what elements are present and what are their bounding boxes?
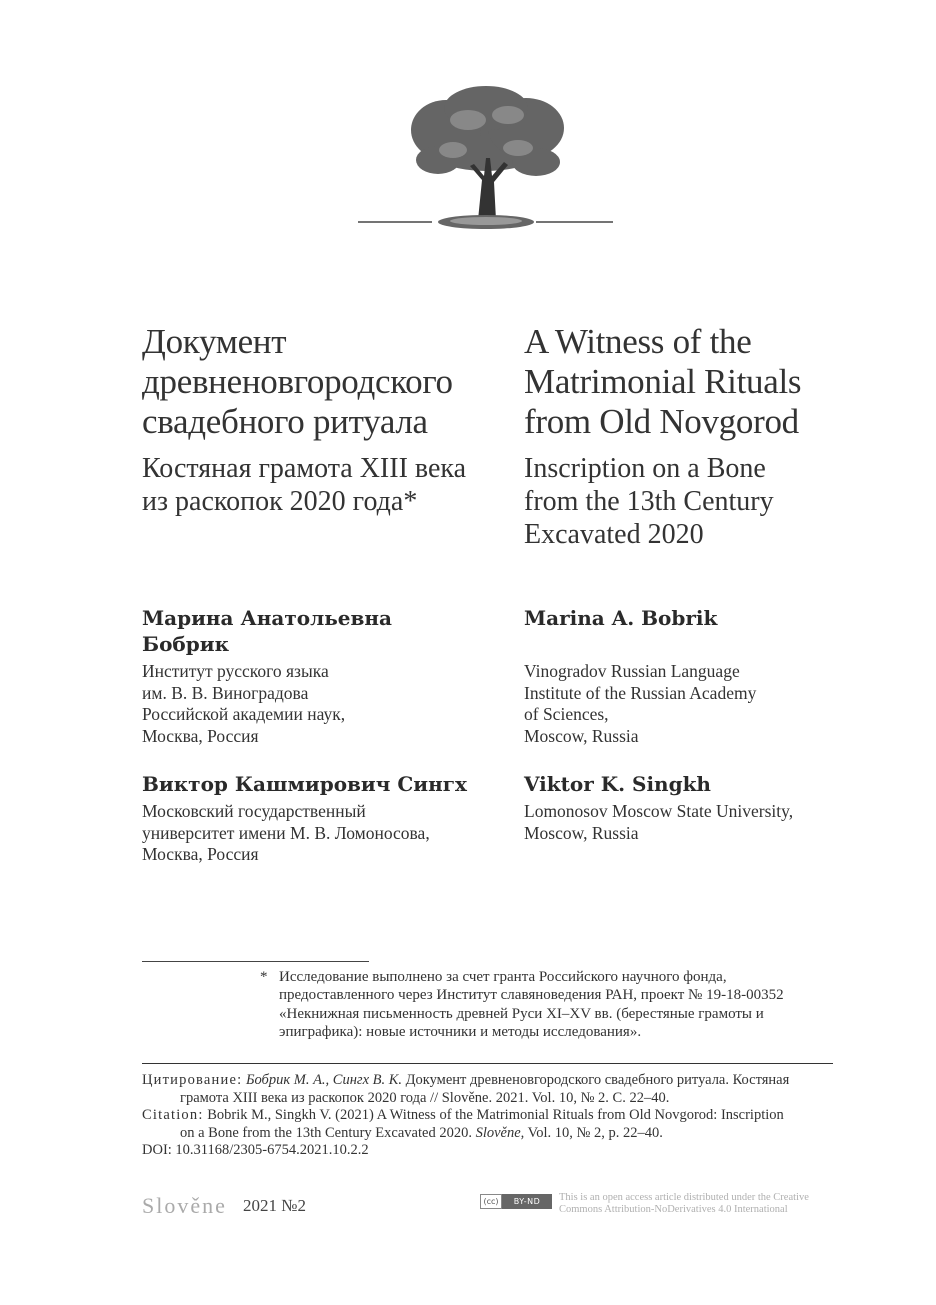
author-affiliation (524, 801, 894, 844)
affiliation-line: Institute of the Russian Academy (524, 682, 757, 703)
affiliation-line: Институт русского языка (142, 661, 329, 681)
author-name-line: Бобрик (142, 632, 230, 656)
footnote-mark: * (260, 969, 268, 985)
doi: DOI: 10.31168/2305-6754.2021.10.2.2 (142, 1142, 369, 1158)
subtitle-line: Excavated 2020 (524, 519, 704, 550)
subtitle-line: from the 13th Century (524, 486, 774, 517)
affiliation-line: of Sciences, (524, 704, 609, 724)
title-en (524, 322, 894, 442)
author-ru-1 (142, 605, 512, 747)
author-affiliation (142, 661, 512, 747)
journal-name: Slověne (142, 1193, 227, 1218)
citation-en-title: on a Bone from the 13th Century Excavated 2020. (180, 1124, 472, 1141)
citation-en-label: Citation: (142, 1107, 204, 1123)
footnote-line: предоставленного через Институт славяноведения РАН, проект № 19-18-00352 (279, 987, 784, 1004)
citation-ru-label: Цитирование: (142, 1072, 243, 1088)
tree-icon (358, 80, 614, 242)
title-line: древненовгородского (142, 362, 453, 401)
citation-en (142, 1107, 842, 1125)
title-ru (142, 322, 512, 442)
by-nd-label: BY-ND (502, 1194, 552, 1209)
title-line: Документ (142, 322, 287, 361)
subtitle-line: Костяная грамота XIII века (142, 453, 466, 484)
citation-en-cont (142, 1125, 842, 1143)
citation-en-text: Bobrik M., Singkh V. (2021) A Witness of the Matrimonial Rituals from Old Novgorod: Inscription (207, 1107, 784, 1123)
author-name: Viktor K. Singkh (524, 772, 711, 796)
affiliation-line: Moscow, Russia (524, 822, 639, 843)
title-line: from Old Novgorod (524, 402, 799, 441)
citation-ru-cont: грамота XIII века из раскопок 2020 года // Slověne. 2021. Vol. 10, № 2. С. 22–40. (180, 1089, 670, 1106)
affiliation-line: Московский государственный (142, 801, 366, 821)
affiliation-line: Российской академии наук, (142, 704, 346, 724)
author-name: Виктор Кашмирович Сингх (142, 772, 467, 796)
author-en-2 (524, 771, 894, 844)
author-name-line: Марина Анатольевна (142, 606, 392, 630)
affiliation-line: Москва, Россия (142, 844, 259, 864)
license-text (559, 1192, 849, 1216)
author-affiliation (524, 661, 894, 747)
title-line: A Witness of the (524, 322, 752, 361)
footnote-line: эпиграфика): новые источники и методы исследования». (279, 1024, 642, 1041)
license-line: This is an open access article distributed under the Creative (559, 1192, 809, 1203)
citation-divider (142, 1063, 833, 1064)
citation-ru-authors: Бобрик М. А., Сингх В. К. (245, 1072, 403, 1088)
affiliation-line: им. В. В. Виноградова (142, 682, 309, 703)
author-ru-2 (142, 771, 512, 866)
footnote-divider (142, 961, 369, 962)
author-name: Marina A. Bobrik (524, 606, 718, 630)
affiliation-line: Москва, Россия (142, 725, 259, 746)
affiliation-line: Moscow, Russia (524, 725, 639, 746)
cc-icon: (cc) (480, 1194, 502, 1209)
author-en-1 (524, 605, 894, 747)
citation-block (142, 1072, 842, 1160)
affiliation-line: Vinogradov Russian Language (524, 661, 740, 681)
affiliation-line: университет имени М. В. Ломоносова, (142, 822, 430, 843)
subtitle-en (524, 452, 894, 551)
citation-en-volume: Vol. 10, № 2, p. 22–40. (527, 1124, 663, 1141)
title-line: Matrimonial Rituals (524, 362, 802, 401)
citation-ru-text: Документ древненовгородского свадебного ритуала. Костяная (405, 1072, 790, 1088)
affiliation-line: Lomonosov Moscow State University, (524, 801, 794, 821)
subtitle-line: из раскопок 2020 года* (142, 486, 418, 517)
subtitle-line: Inscription on a Bone (524, 453, 766, 484)
footnote (260, 968, 840, 1042)
title-line: свадебного ритуала (142, 402, 428, 441)
tree-logo (358, 80, 614, 242)
footnote-line: «Некнижная письменность древней Руси XI–XV вв. (берестяные грамоты и (279, 1005, 764, 1022)
citation-en-journal: Slověne, (475, 1124, 525, 1141)
subtitle-ru (142, 452, 512, 518)
license-line: Commons Attribution-NoDerivatives 4.0 International (559, 1204, 788, 1215)
footnote-line: Исследование выполнено за счет гранта Российского научного фонда, (279, 969, 727, 985)
author-affiliation (142, 801, 512, 866)
author-name (142, 605, 512, 657)
cc-license-badge[interactable] (480, 1194, 552, 1209)
citation-ru (142, 1072, 842, 1090)
issue-number: 2021 №2 (243, 1196, 306, 1215)
